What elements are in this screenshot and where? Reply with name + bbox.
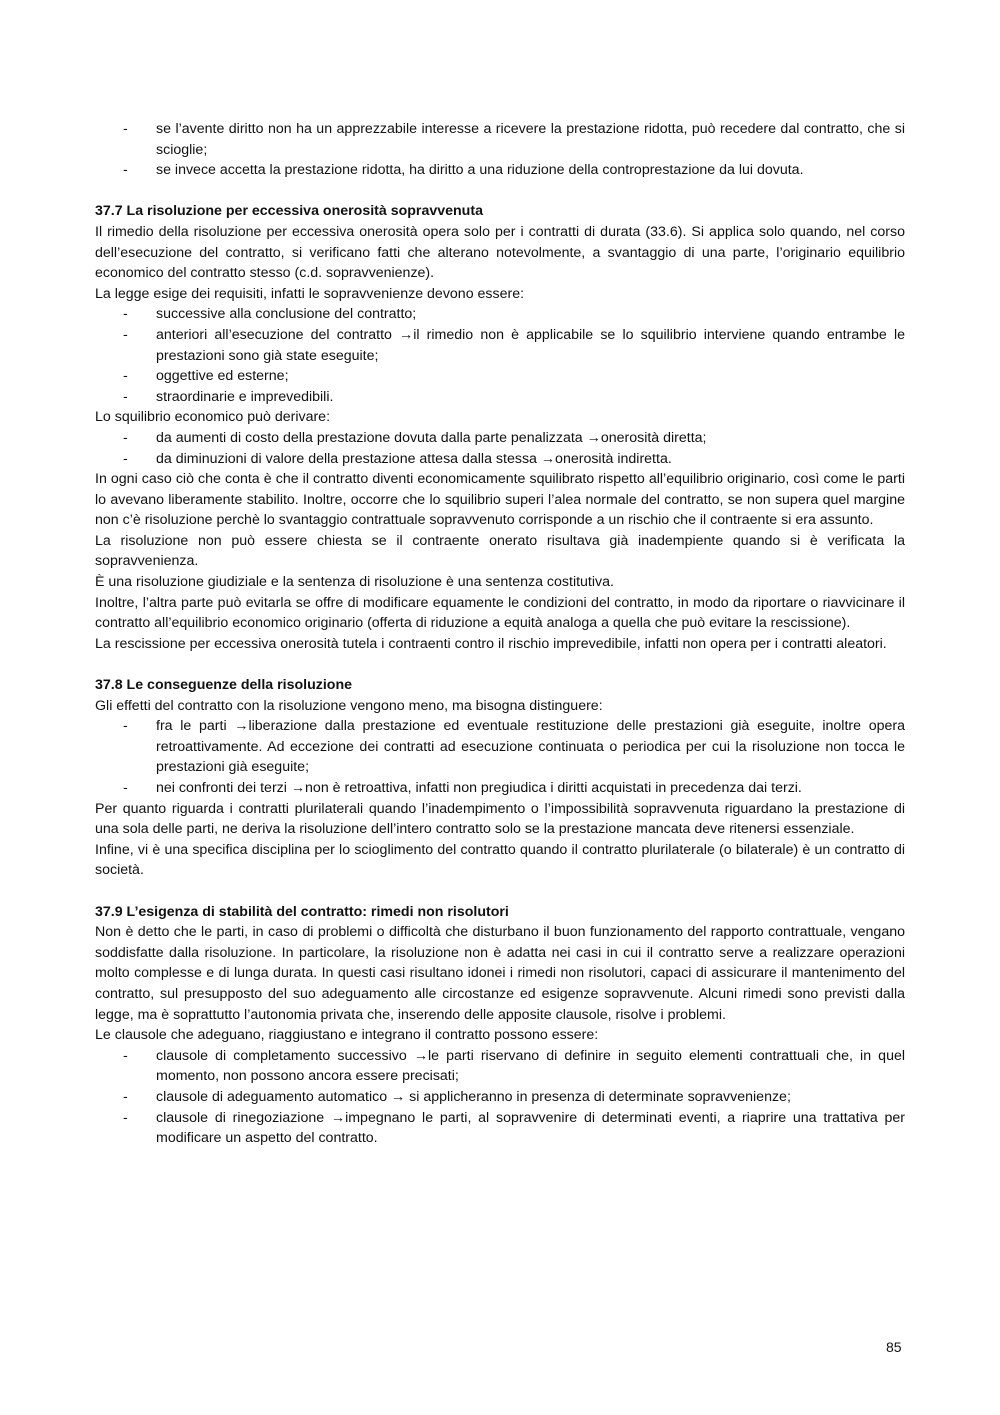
list-item-text: da aumenti di costo della prestazione dovuta dalla parte penalizzata →onerosità diretta; (156, 429, 707, 446)
bullet-dash: - (123, 121, 128, 137)
bullet-dash: - (123, 429, 128, 446)
list-item (95, 778, 905, 799)
paragraph: Lo squilibrio economico può derivare: (95, 409, 331, 426)
list-item (95, 325, 905, 366)
list-item-text: fra le parti →liberazione dalla prestazione ed eventuale restituzione delle prestazioni già eseguite, inoltre opera retroattivamente. Ad eccezione dei contratti ad esecuzione continuata o periodica per cui la risoluzione non tocca le prestazioni già eseguite; (156, 718, 905, 776)
list-item-text: clausole di adeguamento automatico → si applicheranno in presenza di determinate sopravvenienze; (156, 1088, 791, 1105)
page-number: 85 (886, 1339, 902, 1355)
paragraph: Per quanto riguarda i contratti plurilaterali quando l’inadempimento o l’impossibilità sopravvenuta riguardano la prestazione di una sola delle parti, ne deriva la risoluzione dell’intero contratto solo se la prestazione mancata deve ritenersi essenziale. (95, 800, 905, 838)
paragraph: Infine, vi è una specifica disciplina per lo scioglimento del contratto quando il contratto plurilaterale (o bilaterale) è un contratto di società. (95, 841, 905, 879)
list-item-text: se invece accetta la prestazione ridotta, ha diritto a una riduzione della controprestazione da lui dovuta. (156, 162, 804, 179)
section-heading-37-9: 37.9 L’esigenza di stabilità del contratto: rimedi non risolutori (95, 903, 509, 920)
list-item (95, 1087, 905, 1108)
paragraph: Il rimedio della risoluzione per eccessiva onerosità opera solo per i contratti di durata (33.6). Si applica solo quando, nel corso dell’esecuzione del contratto, si verificano fatti che alterano notevolmente, a svantaggio di una parte, l’originario equilibrio economico del contratto stesso (c.d. sopravvenienze). (95, 223, 905, 282)
paragraph: La risoluzione non può essere chiesta se il contraente onerato risultava già inadempiente quando si è verificata la sopravvenienza. (95, 532, 905, 570)
list-item (95, 160, 905, 181)
paragraph: In ogni caso ciò che conta è che il contratto diventi economicamente squilibrato rispetto all’equilibrio originario, così come le parti lo avevano liberamente stabilito. Inoltre, occorre che lo squilibrio superi l’alea normale del contratto, se non supera quel margine non c’è risoluzione perchè lo svantaggio contrattuale sopravvenuto corrisponde a un rischio che il contraente si era assunto. (95, 471, 905, 529)
paragraph: Inoltre, l’altra parte può evitarla se offre di modificare equamente le condizioni del contratto, in modo da riportare o riavvicinare il contratto all’equilibrio economico originario (offerta di riduzione a equità analoga a quella che può evitare la rescissione). (95, 594, 905, 632)
bullet-dash: - (123, 368, 128, 385)
bullet-dash: - (123, 780, 128, 796)
list-item (95, 1108, 905, 1149)
paragraph: La rescissione per eccessiva onerosità tutela i contraenti contro il rischio imprevedibile, infatti non opera per i contratti aleatori. (95, 635, 887, 652)
bullet-dash: - (123, 326, 128, 343)
bullet-dash: - (123, 718, 128, 735)
paragraph: Le clausole che adeguano, riaggiustano e integrano il contratto possono essere: (95, 1027, 599, 1044)
list-item (95, 449, 905, 470)
list-item-text: successive alla conclusione del contratto; (156, 306, 417, 323)
bullet-dash: - (123, 1047, 128, 1064)
list-item-text: straordinarie e imprevedibili. (156, 388, 334, 405)
list-item (95, 428, 905, 449)
page-content (95, 119, 905, 1149)
bullet-dash: - (123, 162, 128, 179)
paragraph: La legge esige dei requisiti, infatti le sopravvenienze devono essere: (95, 285, 525, 302)
bullet-dash: - (123, 306, 128, 323)
section-heading-37-7: 37.7 La risoluzione per eccessiva onerosità sopravvenuta (95, 203, 483, 220)
section-heading-37-8: 37.8 Le conseguenze della risoluzione (95, 677, 353, 694)
list-item-text: anteriori all’esecuzione del contratto →il rimedio non è applicabile se lo squilibrio interviene quando entrambe le prestazioni sono già state eseguite; (156, 326, 905, 364)
paragraph: Gli effetti del contratto con la risoluzione vengono meno, ma bisogna distinguere: (95, 697, 603, 714)
list-item-text: nei confronti dei terzi →non è retroattiva, infatti non pregiudica i diritti acquistati in precedenza dai terzi. (156, 780, 802, 796)
list-item (95, 716, 905, 778)
list-item (95, 119, 905, 160)
list-item (95, 366, 905, 387)
bullet-dash: - (123, 450, 128, 467)
bullet-dash: - (123, 388, 128, 405)
list-item-text: clausole di rinegoziazione →impegnano le parti, al sopravvenire di determinati eventi, a riaprire una trattativa per modificare un aspetto del contratto. (156, 1109, 905, 1147)
list-item-text: clausole di completamento successivo →le parti riservano di definire in seguito elementi contrattuali che, in quel momento, non possono ancora essere precisati; (156, 1047, 905, 1085)
list-item (95, 304, 905, 325)
list-item (95, 1046, 905, 1087)
paragraph: Non è detto che le parti, in caso di problemi o difficoltà che disturbano il buon funzionamento del rapporto contrattuale, vengano soddisfatte dalla risoluzione. In particolare, la risoluzione non è adatta nei casi in cui il contratto serve a realizzare operazioni molto complesse e di lunga durata. In questi casi risultano idonei i rimedi non risolutori, capaci di assicurare il mantenimento del contratto, sul presupposto del suo adeguamento alle circostanze ed esigenze sopravvenute. Alcuni rimedi sono previsti dalla legge, ma è soprattutto l’autonomia privata che, inserendo delle apposite clausole, risolve i problemi. (95, 924, 905, 1023)
bullet-dash: - (123, 1088, 128, 1105)
paragraph: È una risoluzione giudiziale e la sentenza di risoluzione è una sentenza costitutiva. (95, 574, 614, 591)
bullet-dash: - (123, 1109, 128, 1126)
list-item-text: oggettive ed esterne; (156, 368, 289, 385)
list-item (95, 387, 905, 408)
list-item-text: da diminuzioni di valore della prestazione attesa dalla stessa →onerosità indiretta. (156, 450, 672, 467)
list-item-text: se l’avente diritto non ha un apprezzabile interesse a ricevere la prestazione ridotta, può recedere dal contratto, che si scioglie; (156, 121, 905, 158)
